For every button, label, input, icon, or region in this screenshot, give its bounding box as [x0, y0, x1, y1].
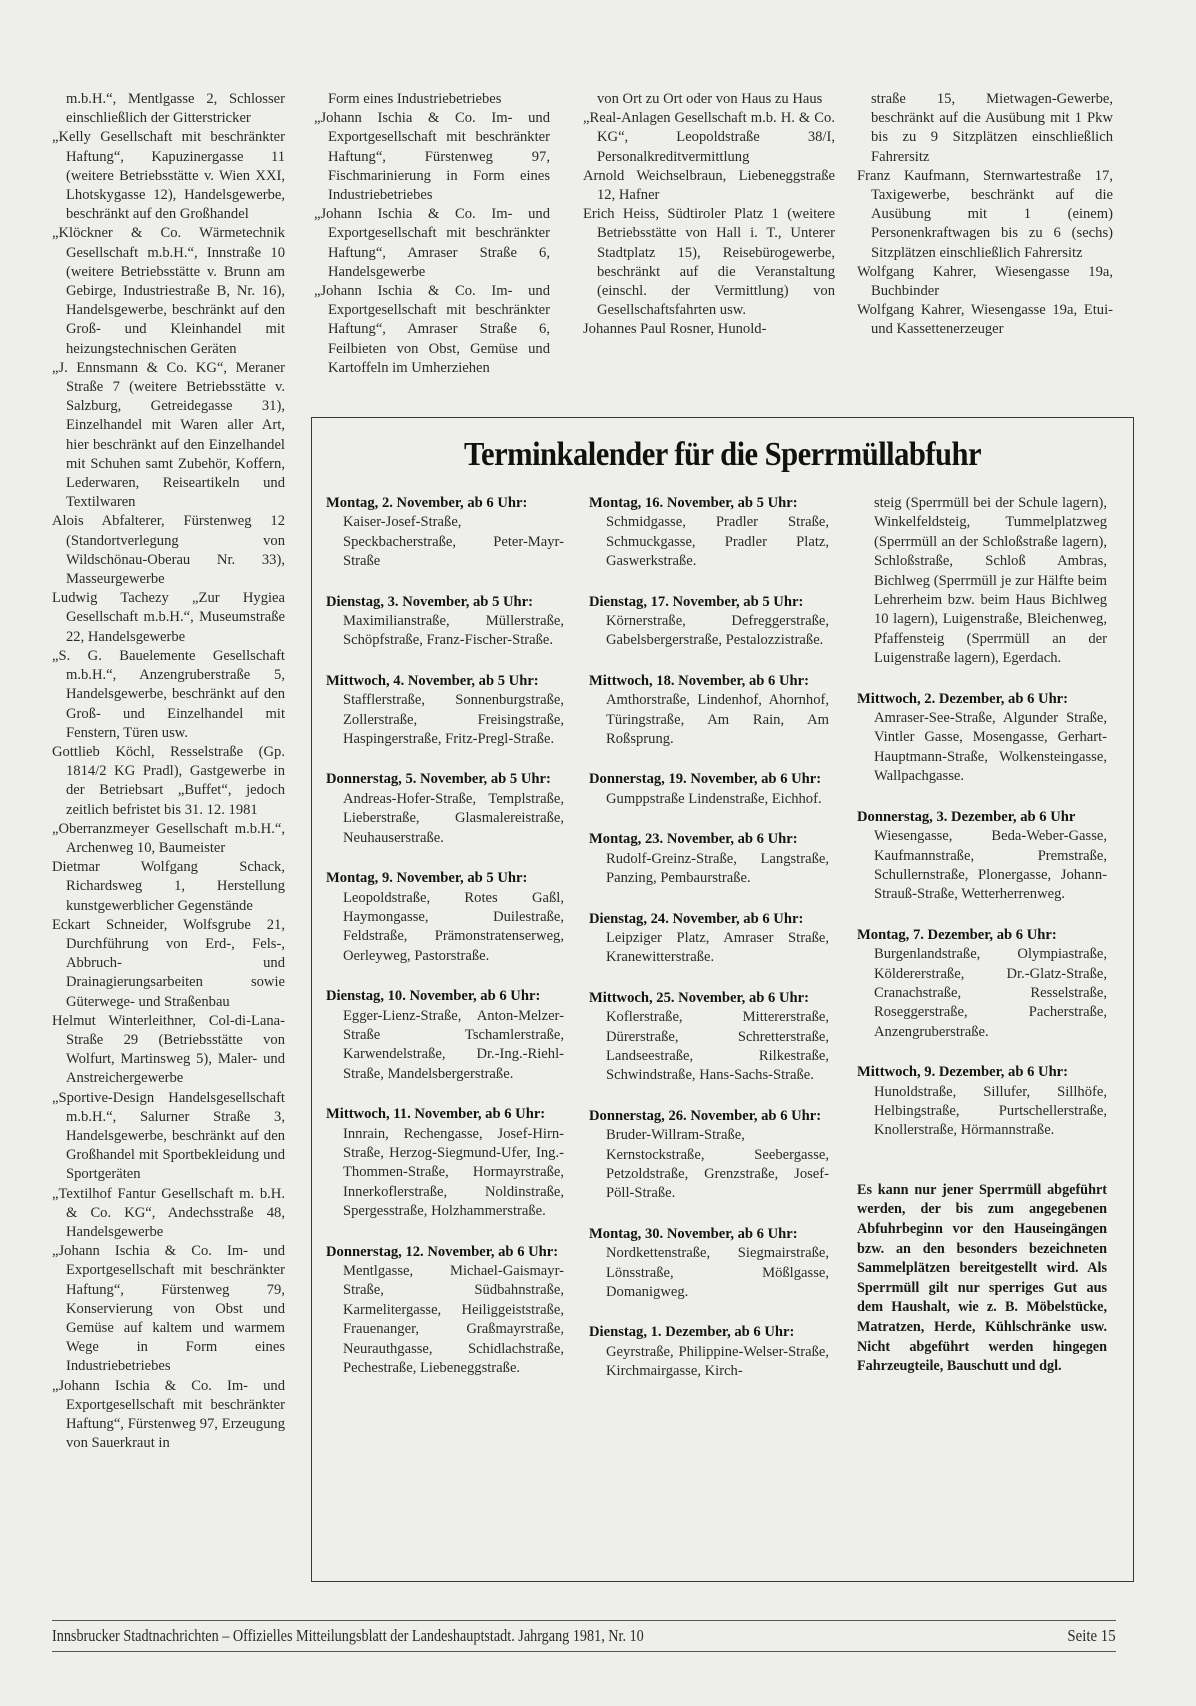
registry-entry: „J. Ennsmann & Co. KG“, Meraner Straße 7 (weitere Betriebsstätte v. Salzburg, Getreidegasse 31), Einzelhandel mit Waren aller Art, hier beschränkt auf den Einzelhandel mit Schuhen samt Zubehör, Koffern, Lederwaren, Reiseartikeln und Textilwaren: [52, 359, 285, 511]
calendar-street-list: Körnerstraße, Defreggerstraße, Gabelsbergerstraße, Pestalozzistraße.: [606, 613, 829, 649]
footer-rule-bottom: [52, 1651, 1116, 1652]
calendar-title: Terminkalender für die Sperrmüllabfuhr: [463, 436, 982, 473]
calendar-entry: [589, 770, 829, 809]
registry-entry: „Sportive-Design Handelsgesellschaft m.b.H.“, Salurner Straße 3, Handelsgewerbe, beschränkt auf den Großhandel mit Sportbekleidung und Sportgeräten: [52, 1089, 285, 1183]
registry-entry: Eckart Schneider, Wolfsgrube 21, Durchführung von Erd-, Fels-, Abbruch- und Drainagierungsarbeiten sowie Güterwege- und Straßenbau: [52, 916, 285, 1010]
calendar-date-heading: Donnerstag, 12. November, ab 6 Uhr:: [326, 1243, 559, 1260]
registry-entry: „Kelly Gesellschaft mit beschränkter Haftung“, Kapuzinergasse 11 (weitere Betriebsstätte v. Wien XXI, Lhotskygasse 12), Handelsgewerbe, beschränkt auf den Großhandel: [52, 129, 285, 223]
registry-entry: Arnold Weichselbraun, Liebeneggstraße 12, Hafner: [583, 167, 835, 204]
calendar-street-list: Rudolf-Greinz-Straße, Langstraße, Panzing, Pembaurstraße.: [606, 850, 829, 887]
calendar-street-list: Amraser-See-Straße, Algunder Straße, Vintler Gasse, Mosengasse, Gerhart-Hauptmann-Straße, Wolkensteingasse, Wallpachgasse.: [874, 710, 1107, 785]
calendar-entry: [589, 989, 829, 1086]
calendar-date-heading: Montag, 16. November, ab 5 Uhr:: [589, 495, 798, 511]
calendar-street-list: Maximilianstraße, Müllerstraße, Schöpfstraße, Franz-Fischer-Straße.: [343, 613, 564, 649]
calendar-entry: [857, 1063, 1107, 1141]
footer-publication: Innsbrucker Stadtnachrichten – Offizielles Mitteilungsblatt der Landeshauptstadt. Jahrgang 1981, Nr. 10: [52, 1626, 644, 1645]
calendar-entry: [326, 1243, 564, 1379]
registry-entry: „Johann Ischia & Co. Im- und Exportgesellschaft mit beschränkter Haftung“, Amraser Straße 6, Handelsgewerbe: [314, 206, 550, 280]
registry-entry: „Johann Ischia & Co. Im- und Exportgesellschaft mit beschränkter Haftung“, Amraser Straße 6, Feilbieten von Obst, Gemüse und Kartoffeln im Umherziehen: [314, 283, 550, 376]
registry-entry: „Oberranzmeyer Gesellschaft m.b.H.“, Archenweg 10, Baumeister: [52, 820, 285, 856]
calendar-entry: [589, 494, 829, 572]
registry-entry: Wolfgang Kahrer, Wiesengasse 19a, Etui- und Kassettenerzeuger: [857, 302, 1113, 338]
calendar-date-heading: Montag, 23. November, ab 6 Uhr:: [589, 831, 798, 848]
calendar-box: [311, 417, 1134, 1582]
calendar-date-heading: Donnerstag, 3. Dezember, ab 6 Uhr: [857, 808, 1076, 825]
calendar-entry: [589, 593, 829, 651]
calendar-column-3: [857, 494, 1107, 1377]
calendar-street-list: Innrain, Rechengasse, Josef-Hirn-Straße, Herzog-Siegmund-Ufer, Ing.-Thommen-Straße, Hormayrstraße, Innerkoflerstraße, Noldinstraße, Spergesstraße, Holzhammerstraße.: [343, 1125, 564, 1220]
registry-entry: Ludwig Tachezy „Zur Hygiea Gesellschaft m.b.H.“, Museumstraße 22, Handelsgewerbe: [52, 590, 285, 645]
registry-entry: Franz Kaufmann, Sternwartestraße 17, Taxigewerbe, beschränkt auf die Ausübung mit 1 (einem) Personenkraftwagen bis zu 6 (sechs) Sitzplätzen einschließlich Fahrersitz: [857, 167, 1113, 261]
calendar-entry: [857, 494, 1107, 669]
calendar-street-list: Amthorstraße, Lindenhof, Ahornhof, Türingstraße, Am Rain, Am Roßsprung.: [606, 692, 829, 748]
calendar-street-list: Stafflerstraße, Sonnenburgstraße, Zollerstraße, Freisingstraße, Haspingerstraße, Fritz-Pregl-Straße.: [343, 692, 564, 748]
calendar-street-list: Hunoldstraße, Sillufer, Sillhöfe, Helbingstraße, Purtschellerstraße, Knollerstraße, Hörmannstraße.: [874, 1083, 1107, 1139]
calendar-entry: [589, 830, 829, 888]
calendar-street-list: Leopoldstraße, Rotes Gaßl, Haymongasse, Duilestraße, Feldstraße, Prämonstratenserweg, Oerleyweg, Pastorstraße.: [343, 889, 564, 964]
calendar-entry: [857, 926, 1107, 1042]
page-footer: [52, 1625, 1116, 1647]
calendar-date-heading: Mittwoch, 4. November, ab 5 Uhr:: [326, 672, 539, 689]
registry-entry: „Johann Ischia & Co. Im- und Exportgesellschaft mit beschränkter Haftung“, Fürstenweg 79, Konservierung von Obst und Gemüse auf kaltem und warmem Wege in Form eines Industriebetriebes: [52, 1243, 285, 1375]
registry-entry: Erich Heiss, Südtiroler Platz 1 (weitere Betriebsstätte von Hall i. T., Unterer Stadtplatz 15), Reisebürogewerbe, beschränkt auf die Veranstaltung (einschl. der Vermittlung) von Gesellschaftsfahrten usw.: [583, 206, 835, 319]
calendar-street-list: Andreas-Hofer-Straße, Templstraße, Lieberstraße, Glasmalereistraße, Neuhauserstraße.: [343, 790, 564, 846]
registry-column-1: [52, 90, 285, 1453]
registry-column-4: [857, 90, 1113, 340]
calendar-entry: [326, 672, 564, 750]
registry-column-3: [583, 90, 835, 340]
calendar-entry: [326, 1105, 564, 1221]
calendar-entry: [589, 672, 829, 750]
calendar-street-list: Bruder-Willram-Straße, Kernstockstraße, Seebergasse, Petzoldstraße, Grenzstraße, Josef-Pöll-Straße.: [606, 1127, 829, 1202]
calendar-date-heading: Dienstag, 24. November, ab 6 Uhr:: [589, 910, 804, 927]
registry-entry: „Johann Ischia & Co. Im- und Exportgesellschaft mit beschränkter Haftung“, Fürstenweg 97, Fischmarinierung in Form eines Industriebetriebes: [314, 110, 550, 204]
registry-column-2: [314, 90, 550, 378]
registry-entry: straße 15, Mietwagen-Gewerbe, beschränkt auf die Ausübung mit 1 Pkw bis zu 9 Sitzplätzen einschließlich Fahrersitz: [871, 91, 1113, 165]
footer-page-number: Seite 15: [1067, 1626, 1116, 1645]
calendar-street-list: Leipziger Platz, Amraser Straße, Kranewitterstraße.: [606, 929, 829, 966]
calendar-street-list: Wiesengasse, Beda-Weber-Gasse, Kaufmannstraße, Premstraße, Schullernstraße, Plonergasse, Johann-Strauß-Straße, Wetterherrenweg.: [874, 828, 1107, 903]
calendar-note: Es kann nur jener Sperrmüll abgeführt werden, der bis zum angegebenen Abfuhrbeginn vor den Hauseingängen bzw. an den besonders bezeichneten Sammelplätzen bereitgestellt wird. Als Sperrmüll gilt nur sperriges Gut aus dem Haushalt, wie z. B. Möbelstücke, Matratzen, Herde, Kühlschränke usw. Nicht abgeführt werden hingegen Fahrzeugteile, Bauschutt und dgl.: [857, 1181, 1107, 1375]
registry-entry: Alois Abfalterer, Fürstenweg 12 (Standortverlegung von Wildschönau-Oberau Nr. 33), Masseurgewerbe: [52, 513, 285, 588]
calendar-street-list: Burgenlandstraße, Olympiastraße, Köldererstraße, Dr.-Glatz-Straße, Cranachstraße, Resselstraße, Roseggerstraße, Pacherstraße, Anzengruberstraße.: [874, 946, 1107, 1040]
registry-entry: „Textilhof Fantur Gesellschaft m. b.H. & Co. KG“, Andechsstraße 48, Handelsgewerbe: [52, 1185, 285, 1240]
calendar-column-3-entries: [857, 494, 1107, 1141]
calendar-date-heading: Mittwoch, 11. November, ab 6 Uhr:: [326, 1106, 546, 1123]
calendar-date-heading: Donnerstag, 5. November, ab 5 Uhr:: [326, 771, 551, 788]
calendar-column-2: [589, 494, 829, 1403]
calendar-date-heading: Dienstag, 17. November, ab 5 Uhr:: [589, 593, 804, 610]
calendar-date-heading: Mittwoch, 2. Dezember, ab 6 Uhr:: [857, 690, 1069, 707]
registry-entry: Gottlieb Köchl, Resselstraße (Gp. 1814/2 KG Pradl), Gastgewerbe in der Betriebsart „Buffet“, jedoch zeitlich befristet bis 31. 12. 1981: [52, 743, 285, 818]
calendar-date-heading: Mittwoch, 18. November, ab 6 Uhr:: [589, 672, 809, 689]
calendar-entry: [589, 910, 829, 968]
calendar-entry: [589, 1323, 829, 1381]
registry-entry: Johannes Paul Rosner, Hunold-: [583, 321, 767, 338]
calendar-street-list: Schmidgasse, Pradler Straße, Schmuckgasse, Pradler Platz, Gaswerkstraße.: [606, 514, 829, 570]
calendar-entry: [326, 869, 564, 966]
calendar-entry: [857, 690, 1107, 787]
calendar-street-list: Nordkettenstraße, Siegmairstraße, Lönsstraße, Mößlgasse, Domanigweg.: [606, 1245, 829, 1300]
calendar-date-heading: Dienstag, 1. Dezember, ab 6 Uhr:: [589, 1324, 795, 1341]
calendar-date-heading: Donnerstag, 19. November, ab 6 Uhr:: [589, 771, 822, 788]
registry-entry: m.b.H.“, Mentlgasse 2, Schlosser einschließlich der Gitterstricker: [66, 91, 285, 127]
calendar-date-heading: Montag, 9. November, ab 5 Uhr:: [326, 870, 528, 887]
registry-entry: „Klöckner & Co. Wärmetechnik Gesellschaft m.b.H.“, Innstraße 10 (weitere Betriebsstätte v. Brunn am Gebirge, Industriestraße B, Nr. 16), Handelsgewerbe, beschränkt auf den Groß- und Kleinhandel mit heizungstechnischen Geräten: [52, 225, 285, 357]
calendar-entry: [326, 987, 564, 1084]
registry-entry: von Ort zu Ort oder von Haus zu Haus: [597, 91, 823, 107]
calendar-date-heading: Dienstag, 10. November, ab 6 Uhr:: [326, 988, 541, 1005]
registry-entry: Helmut Winterleithner, Col-di-Lana-Straße 29 (Betriebsstätte von Wolfurt, Martinsweg 5), Maler- und Anstreichergewerbe: [52, 1012, 285, 1087]
calendar-date-heading: Donnerstag, 26. November, ab 6 Uhr:: [589, 1107, 822, 1124]
calendar-date-heading: Dienstag, 3. November, ab 5 Uhr:: [326, 593, 534, 610]
calendar-street-list: Egger-Lienz-Straße, Anton-Melzer-Straße Tschamlerstraße, Karwendelstraße, Dr.-Ing.-Riehl-Straße, Mandelsbergerstraße.: [343, 1007, 564, 1082]
calendar-entry: [326, 593, 564, 651]
registry-entry: Wolfgang Kahrer, Wiesengasse 19a, Buchbinder: [857, 263, 1113, 300]
registry-entry: „S. G. Bauelemente Gesellschaft m.b.H.“, Anzengruberstraße 5, Handelsgewerbe, beschränkt auf den Groß- und Einzelhandel mit Fenstern, Türen usw.: [52, 647, 285, 741]
calendar-date-heading: Mittwoch, 9. Dezember, ab 6 Uhr:: [857, 1064, 1069, 1081]
registry-entry: Dietmar Wolfgang Schack, Richardsweg 1, Herstellung kunstgewerblicher Gegenstände: [52, 859, 285, 914]
registry-entry: Form eines Industriebetriebes: [328, 91, 502, 107]
registry-entry: „Real-Anlagen Gesellschaft m.b. H. & Co. KG“, Leopoldstraße 38/I, Personalkreditvermittlung: [583, 110, 835, 165]
calendar-entry: [326, 494, 564, 572]
calendar-date-heading: Montag, 7. Dezember, ab 6 Uhr:: [857, 926, 1057, 943]
footer-rule-top: [52, 1620, 1116, 1621]
calendar-entry: [589, 1107, 829, 1204]
calendar-date-heading: Mittwoch, 25. November, ab 6 Uhr:: [589, 989, 809, 1006]
calendar-street-list: Geyrstraße, Philippine-Welser-Straße, Kirchmairgasse, Kirch-: [606, 1343, 829, 1380]
calendar-street-list: steig (Sperrmüll bei der Schule lagern), Winkelfeldsteig, Tummelplatzweg (Sperrmüll an der Schloßstraße lagern), Schloßstraße, Schloß Ambras, Bichlweg (Sperrmüll je zur Hälfte beim Lehrerheim bzw. beim Haus Bichlweg 10 lagern), Luigenstraße, Bleichenweg, Pfaffensteig (Sperrmüll an der Luigenstraße lagern), Egerdach.: [874, 495, 1107, 667]
calendar-street-list: Mentlgasse, Michael-Gaismayr-Straße, Südbahnstraße, Karmelitergasse, Heiliggeiststraße, Frauenanger, Graßmayrstraße, Neurauthgasse, Schidlachstraße, Pechestraße, Liebeneggstraße.: [343, 1263, 564, 1377]
registry-entry: „Johann Ischia & Co. Im- und Exportgesellschaft mit beschränkter Haftung“, Fürstenweg 97, Erzeugung von Sauerkraut in: [52, 1377, 285, 1452]
calendar-street-list: Koflerstraße, Mittererstraße, Dürerstraße, Schretterstraße, Landseestraße, Rilkestraße, Schwindstraße, Hans-Sachs-Straße.: [606, 1009, 829, 1084]
calendar-date-heading: Montag, 30. November, ab 6 Uhr:: [589, 1225, 798, 1242]
calendar-entry: [326, 770, 564, 848]
calendar-date-heading: Montag, 2. November, ab 6 Uhr:: [326, 495, 528, 511]
calendar-entry: [857, 808, 1107, 905]
calendar-street-list: Kaiser-Josef-Straße, Speckbacherstraße, Peter-Mayr-Straße: [343, 514, 564, 570]
calendar-column-1: [326, 494, 564, 1399]
calendar-street-list: Gumppstraße Lindenstraße, Eichhof.: [606, 790, 822, 807]
calendar-entry: [589, 1225, 829, 1303]
